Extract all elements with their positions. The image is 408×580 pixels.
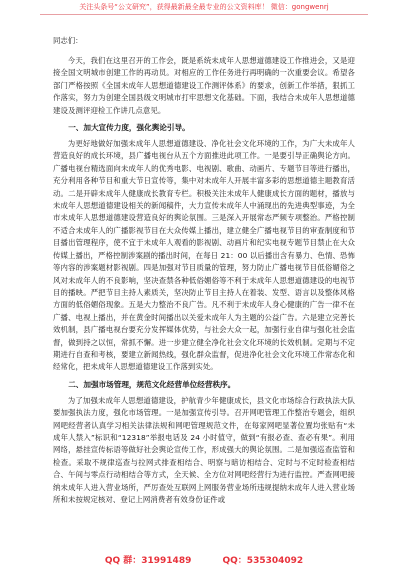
footer-contact: [0, 553, 408, 566]
section-2-heading: 二、加强市场管理，规范文化经营单位经营秩序。: [68, 379, 236, 389]
header-banner: 关注头条号“公文研究”，获得最新最全最专业的公文资料库！ 微信：gongwenrj: [79, 3, 329, 11]
intro-paragraph: 今天，我们在这里召开的工作会，既是系统未成年人思想道德建设工作推进会，又是迎接全国文明城市创建工作的再动员。对相应的工作任务进行再明确的一次重要会议。希望各部门严格按照《全国未成年人思想道德建设工作测评体系》的要求，创新工作举措，狠抓工作落实，努力为创建全国县级文明城市打牢思想文化基础。下面，我结合未成年人思想道德建设及测评迎检工作讲几点意见。: [53, 56, 355, 115]
header-divider: [40, 14, 368, 15]
document-body: [53, 35, 355, 506]
section-1-paragraph: 为更好地做好加强未成年人思想道德建设、净化社会文化环境的工作，为广大未成年人营造良好的成长环境，县广播电视台从五个方面推进此项工作。一是要引导正确舆论方向。广播电视台精选面向未成年人的优秀电影、电视剧、歌曲、动画片、专题节目等进行播出，充分利用各种节目和重大节日宣传等，集中对未成年人开展丰富多彩的思想道德主题教育活动。二是开辟未成年人健康成长教育专栏。积极关注未成年人健康成长方面的题材，播放与未成年人思想道德建设相关的新闻稿件，大力宣传未成年人中涌现出的先进典型事迹，为全市未成年人思想道德建设营造良好的舆论氛围。三是深入开展常态严频专项整治。严格控制不适合未成年人的广播影视节目在大众传媒上播出，建立健全广播电视节目的审查制度和节目播出管理程序，使不宜于未成年人观看的影视剧、动画片和纪实电视专题节目禁止在大众传媒上播出，严格控制涉案剧的播出时间，在每日 21：00 以后播出含有暴力、色情、恐怖等内容的涉案题材影视剧。四是加强对节目质量的管理，努力防止广播电视节目低俗媚俗之风对未成年人的不良影响，坚决查禁各种低俗媚俗等不利于未成年人思想道德建设的电视节目的播映。严把节目主持人素质关，坚决防止节目主持人在着装、发型、语言以及整体风格方面的低俗媚俗现象。五是大力整治不良广告。凡不利于未成年人身心健康的广告一律不在广播、电视上播出，并在黄金时间播出以关爱未成年人为主题的公益广告。六是建立完善长效机制，县广播电视台要充分发挥媒体优势，与社会大众一起，加强行业自律与强化社会监督，做到持之以恒，常抓不懈。进一步建立健全净化社会文化环境的长效机制。定期与不定期进行自查和考核，要建立新闻热线，强化群众监督，促进净化社会文化环境工作常态化和经常化，把未成年人思想道德建设工作落到实处。: [53, 139, 355, 372]
salutation: 同志们：: [53, 36, 83, 45]
section-2-paragraph: 为了加强未成年人思想道德建设，护航青少年健康成长，县文化市场综合行政执法大队要加强执法力度，强化市场管理。一是加强宣传引导。召开网吧管理工作整治专题会，组织网吧经营者认真学习相关法律法规和网吧管理规范文件，在每家网吧显著位置均张贴有“未成年人禁入”标识和“12318”举报电话及 24 小时值守，做到“有报必查、查必有果”。利用网络，悬挂宣传标语等做好社会舆论宣传工作，形成强大的舆论氛围。二是加强巡查监管和检查。采取不规律巡查与拉网式排查相结合、明察与暗访相结合、定时与不定时检查相结合、午间与零点行动相结合等方式，全天候、全方位对网吧经营行为进行监控。严查网吧接纳未成年人进入营业场所，严厉查处互联网上网服务营业场所违规提纳未成年人进入营业场所和未按规定核对、登记上网消费者有效身份证件或: [53, 395, 355, 504]
footer-qq-group: QQ 群：31991489: [104, 556, 192, 566]
section-1-heading: 一、加大宣传力度，强化舆论引导。: [68, 123, 190, 133]
footer-qq: QQ：535304092: [222, 556, 304, 566]
